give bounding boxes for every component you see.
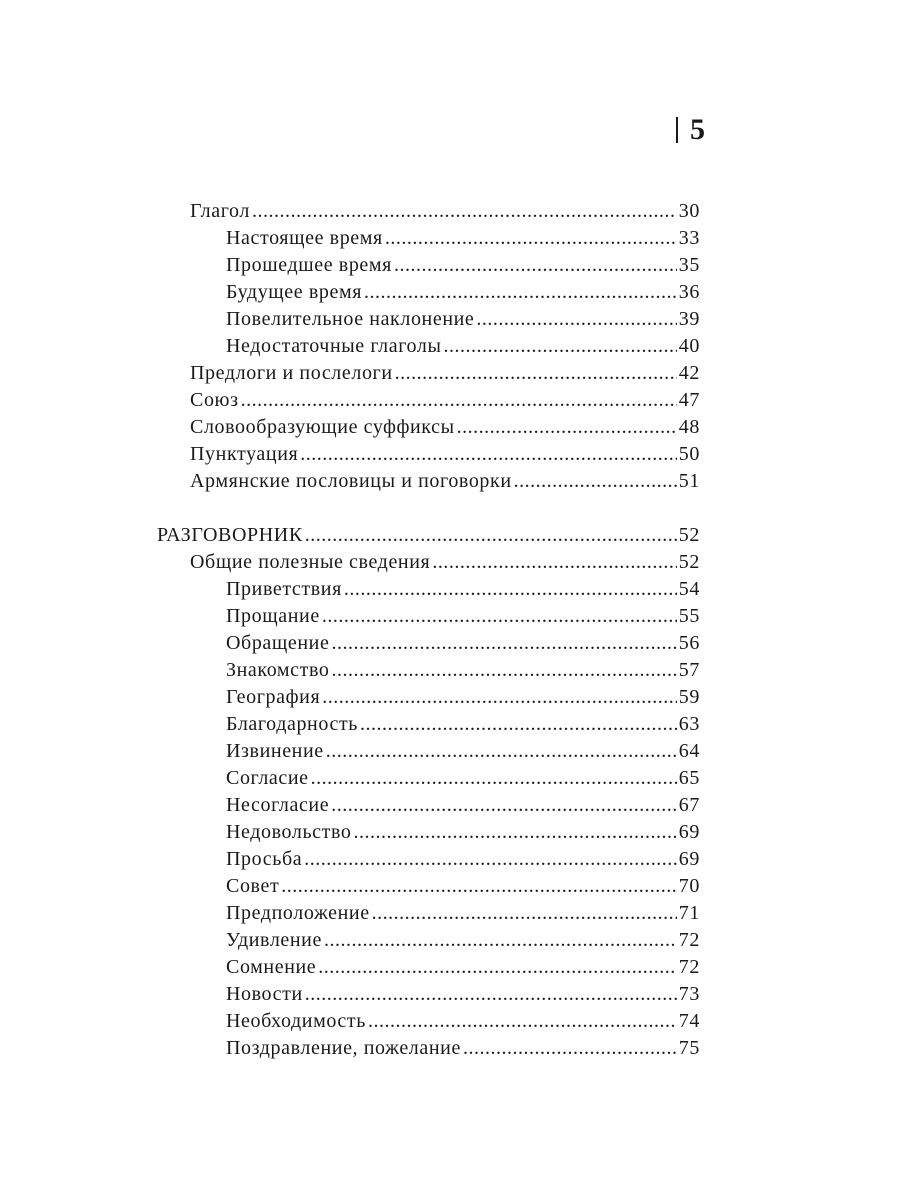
toc-dot-leader (331, 792, 677, 819)
page-number-divider (676, 117, 678, 143)
toc-dot-leader (364, 279, 677, 306)
toc-entry-label: Просьба (226, 848, 303, 870)
toc-entry-page: 70 (678, 875, 700, 897)
toc-entry-page: 33 (678, 227, 700, 249)
toc-entry-page: 69 (678, 821, 700, 843)
toc-entry-page: 40 (678, 335, 700, 357)
toc-entry-page: 56 (678, 632, 700, 654)
toc-dot-leader (368, 1008, 677, 1035)
toc-entry-page: 64 (678, 740, 700, 762)
toc-entry-page: 47 (678, 389, 700, 411)
toc-entry-page: 63 (678, 713, 700, 735)
toc-dot-leader (394, 252, 677, 279)
toc-entry-page: 72 (678, 956, 700, 978)
toc-entry-page: 54 (678, 578, 700, 600)
toc-dot-leader (331, 630, 676, 657)
toc-entry-page: 65 (678, 767, 700, 789)
toc-dot-leader (252, 198, 677, 225)
toc-entry[interactable] (226, 927, 700, 954)
toc-entry[interactable] (226, 900, 700, 927)
toc-dot-leader (476, 306, 676, 333)
toc-entry-label: Извинение (226, 740, 324, 762)
toc-entry-label: Обращение (226, 632, 330, 654)
toc-entry-label: Повелительное наклонение (226, 308, 475, 330)
toc-entry-label: Общие полезные сведения (190, 551, 431, 573)
toc-dot-leader (241, 387, 677, 414)
toc-entry-label: Прощание (226, 605, 320, 627)
toc-entry-page: 75 (678, 1037, 700, 1059)
toc-entry-label: РАЗГОВОРНИК (157, 524, 303, 546)
toc-entry-page: 71 (678, 902, 700, 924)
toc-entry-label: Пунктуация (190, 443, 299, 465)
toc-dot-leader (395, 360, 677, 387)
toc-entry[interactable] (226, 603, 700, 630)
toc-entry-label: Словообразующие суффиксы (190, 416, 455, 438)
toc-dot-leader (311, 765, 677, 792)
toc-dot-leader (444, 333, 677, 360)
toc-entry-page: 74 (678, 1010, 700, 1032)
toc-entry-page: 57 (678, 659, 700, 681)
toc-entry-page: 67 (678, 794, 700, 816)
toc-section-heading[interactable] (157, 522, 700, 549)
toc-entry[interactable] (226, 1008, 700, 1035)
toc-entry-label: Прошедшее время (226, 254, 392, 276)
toc-entry[interactable] (226, 225, 700, 252)
toc-entry[interactable] (226, 333, 700, 360)
toc-entry-label: Предположение (226, 902, 370, 924)
page-number-value: 5 (690, 113, 705, 146)
toc-dot-leader (318, 954, 677, 981)
toc-entry-page: 30 (678, 200, 700, 222)
toc-entry-label: Армянские пословицы и поговорки (190, 470, 512, 492)
toc-entry-label: Согласие (226, 767, 309, 789)
toc-dot-leader (281, 873, 677, 900)
toc-entry[interactable] (226, 981, 700, 1008)
toc-entry-page: 52 (678, 551, 700, 573)
toc-entry[interactable] (226, 738, 700, 765)
toc-entry[interactable] (226, 576, 700, 603)
toc-entry-page: 72 (678, 929, 700, 951)
toc-dot-leader (385, 225, 677, 252)
toc-entry-page: 73 (678, 983, 700, 1005)
toc-entry-page: 42 (678, 362, 700, 384)
toc-entry-page: 48 (678, 416, 700, 438)
toc-entry-label: Удивление (226, 929, 322, 951)
toc-dot-leader (514, 468, 677, 495)
toc-dot-leader (432, 549, 676, 576)
toc-entry[interactable] (190, 549, 700, 576)
toc-entry-label: Предлоги и послелоги (190, 362, 393, 384)
toc-entry-page: 36 (678, 281, 700, 303)
toc-entry-label: Сомнение (226, 956, 317, 978)
toc-entry-page: 69 (678, 848, 700, 870)
toc-entry[interactable] (190, 198, 700, 225)
toc-entry-label: Новости (226, 983, 303, 1005)
toc-entry-label: Будущее время (226, 281, 363, 303)
toc-entry-label: Глагол (190, 200, 250, 222)
toc-entry[interactable] (226, 252, 700, 279)
toc-entry[interactable] (226, 306, 700, 333)
toc-entry[interactable] (226, 630, 700, 657)
toc-entry[interactable] (226, 657, 700, 684)
toc-entry-label: Несогласие (226, 794, 330, 816)
toc-entry-label: Приветствия (226, 578, 342, 600)
toc-entry[interactable] (226, 711, 700, 738)
toc-entry[interactable] (226, 954, 700, 981)
toc-entry-page: 50 (678, 443, 700, 465)
toc-entry-label: Знакомство (226, 659, 330, 681)
toc-dot-leader (372, 900, 677, 927)
page-number (676, 112, 705, 148)
toc-entry-page: 51 (678, 470, 700, 492)
toc-entry-label: Поздравление, пожелание (226, 1037, 461, 1059)
toc-dot-leader (322, 684, 677, 711)
toc-dot-leader (360, 711, 677, 738)
toc-dot-leader (457, 414, 677, 441)
toc-entry-label: Союз (190, 389, 239, 411)
toc-dot-leader (344, 576, 677, 603)
toc-entry-page: 39 (678, 308, 700, 330)
toc-entry[interactable] (226, 819, 700, 846)
toc-dot-leader (305, 981, 677, 1008)
toc-entry[interactable] (190, 441, 700, 468)
toc-dot-leader (326, 738, 677, 765)
toc-entry[interactable] (226, 765, 700, 792)
toc-dot-leader (332, 657, 677, 684)
toc-dot-leader (300, 441, 677, 468)
toc-entry[interactable] (226, 873, 700, 900)
toc-entry[interactable] (226, 846, 700, 873)
toc-dot-leader (322, 603, 677, 630)
toc-entry-page: 55 (678, 605, 700, 627)
toc-entry-page: 35 (678, 254, 700, 276)
toc-entry-label: География (226, 686, 321, 708)
toc-entry-page: 52 (678, 524, 700, 546)
toc-dot-leader (324, 927, 677, 954)
toc-dot-leader (463, 1035, 677, 1062)
toc-entry-label: Настоящее время (226, 227, 383, 249)
toc-entry-label: Совет (226, 875, 280, 897)
toc-entry[interactable] (190, 360, 700, 387)
toc-dot-leader (304, 846, 677, 873)
toc-entry-page: 59 (678, 686, 700, 708)
toc-entry-label: Необходимость (226, 1010, 366, 1032)
toc-entry-label: Недостаточные глаголы (226, 335, 442, 357)
toc-entry[interactable] (190, 387, 700, 414)
toc-entry[interactable] (226, 279, 700, 306)
toc-entry-label: Недовольство (226, 821, 352, 843)
toc-entry[interactable] (190, 468, 700, 495)
toc-entry[interactable] (226, 792, 700, 819)
toc-entry[interactable] (226, 1035, 700, 1062)
toc-entry-label: Благодарность (226, 713, 358, 735)
toc-dot-leader (354, 819, 677, 846)
toc-entry[interactable] (190, 414, 700, 441)
toc-dot-leader (305, 522, 677, 549)
toc-entry[interactable] (226, 684, 700, 711)
